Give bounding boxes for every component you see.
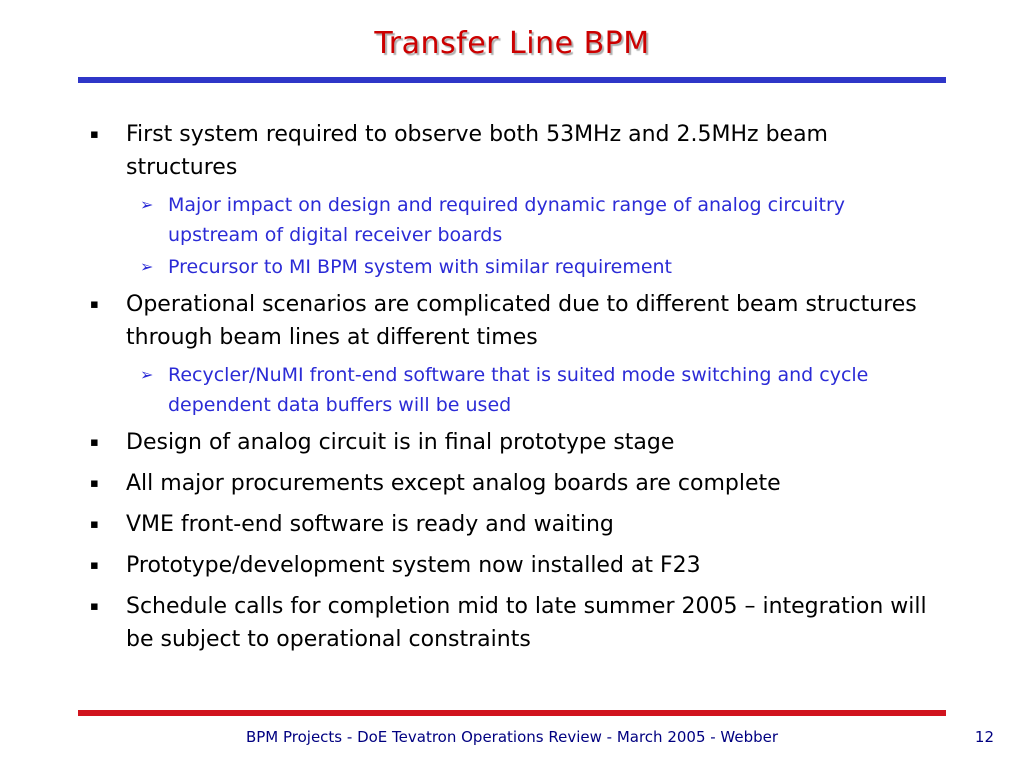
sub-bullet-item <box>140 252 928 282</box>
page-number: 12 <box>974 728 994 746</box>
bullet-text: First system required to observe both 53MHz and 2.5MHz beam structures <box>126 122 828 180</box>
square-bullet-icon: ▪ <box>90 517 99 532</box>
bullet-text: Design of analog circuit is in final prototype stage <box>126 430 675 455</box>
bullet-list <box>88 118 928 664</box>
sub-bullet-text: Recycler/NuMI front-end software that is suited mode switching and cycle dependent data buffers will be used <box>168 364 869 416</box>
bullet-text: Schedule calls for completion mid to late summer 2005 – integration will be subject to operational constraints <box>126 594 927 652</box>
bullet-text: Operational scenarios are complicated due to different beam structures through beam lines at different times <box>126 292 917 350</box>
sub-bullet-item <box>140 360 928 420</box>
bullet-item <box>88 590 928 656</box>
arrow-bullet-icon: ➢ <box>140 257 154 276</box>
square-bullet-icon: ▪ <box>90 127 99 142</box>
bullet-item <box>88 288 928 354</box>
square-bullet-icon: ▪ <box>90 599 99 614</box>
bullet-item <box>88 467 928 500</box>
bullet-item <box>88 549 928 582</box>
title-divider <box>78 77 946 83</box>
bullet-item <box>88 508 928 541</box>
bullet-text: VME front-end software is ready and waiting <box>126 512 614 537</box>
square-bullet-icon: ▪ <box>90 476 99 491</box>
slide-title: Transfer Line BPM <box>374 26 650 61</box>
arrow-bullet-icon: ➢ <box>140 365 154 384</box>
square-bullet-icon: ▪ <box>90 297 99 312</box>
bullet-text: All major procurements except analog boards are complete <box>126 471 781 496</box>
bullet-item <box>88 426 928 459</box>
sub-bullet-text: Precursor to MI BPM system with similar requirement <box>168 256 673 278</box>
square-bullet-icon: ▪ <box>90 435 99 450</box>
arrow-bullet-icon: ➢ <box>140 195 154 214</box>
sub-bullet-item <box>140 190 928 250</box>
sub-bullet-text: Major impact on design and required dynamic range of analog circuitry upstream of digital receiver boards <box>168 194 846 246</box>
footer-text: BPM Projects - DoE Tevatron Operations Review - March 2005 - Webber <box>245 728 779 746</box>
footer-divider <box>78 710 946 716</box>
bullet-text: Prototype/development system now installed at F23 <box>126 553 701 578</box>
square-bullet-icon: ▪ <box>90 558 99 573</box>
bullet-item <box>88 118 928 184</box>
